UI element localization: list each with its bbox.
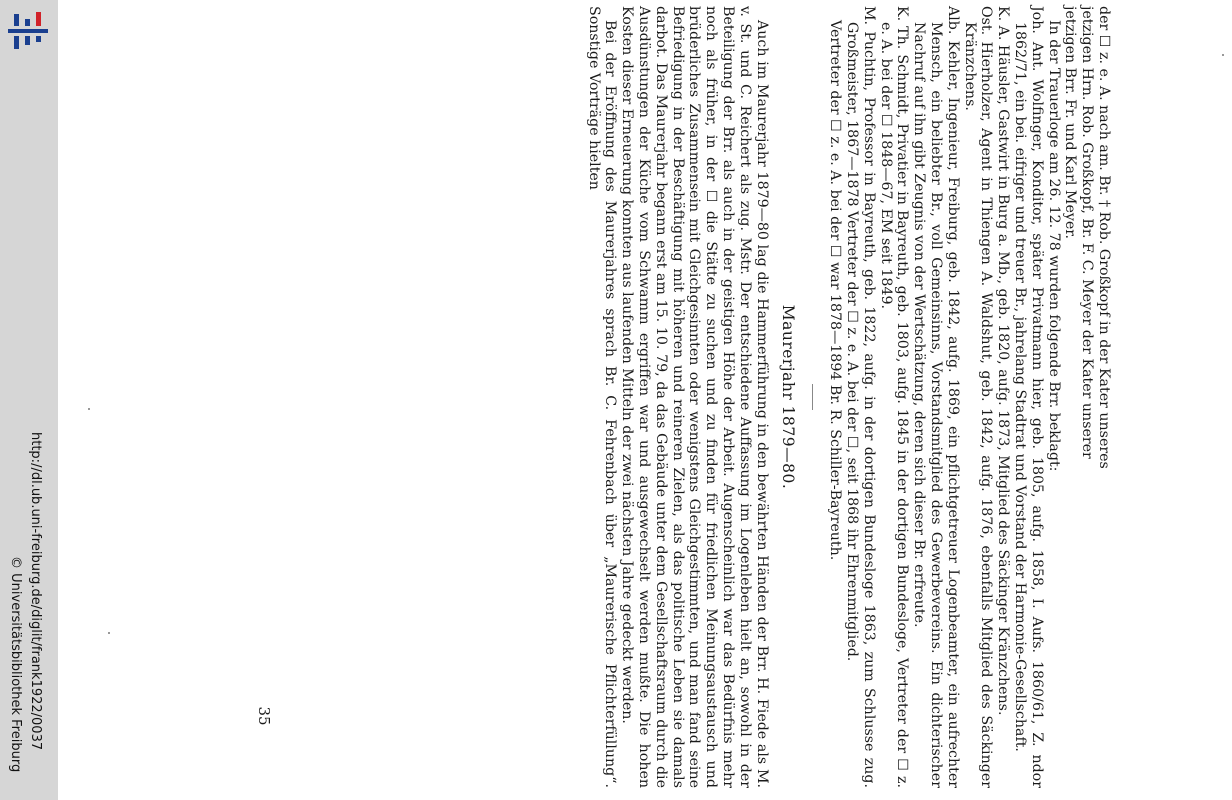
obituary-entry: M. Puchtin, Professor in Bayreuth, geb. 1822, aufg. in der dortigen Bundesloge 1863, zum Schlusse zug. Großmeister, 1867—1878 Vertreter der ☐ z. e. A. bei der ☐, seit 1868 ihr Ehrenmitglied. — [844, 6, 877, 788]
document-text — [242, 6, 1112, 788]
text-line: der ☐ z. e. A. nach am. Br. † Rob. Großkopf in der Kater unseres — [1096, 6, 1112, 469]
body-paragraph: Bei der Eröffnung des Maurerjahres sprach Br. C. Fehrenbach über „Maurerische Pflichterfüllung“. Sonstige Vorträge hielten — [585, 6, 619, 788]
obituary-entry: Ost. Hierholzer, Agent in Thiengen A. Waldshut, geb. 1842, aufg. 1876, ebenfalls Mitglied des Säckinger Kränzchens. — [961, 6, 995, 788]
text-line: jetzigen Brr. Fr. und Karl Meyer. — [1062, 6, 1079, 239]
obituary-entry: Joh. Ant. Wolfinger, Konditor, später Privatmann hier, geb. 1805, aufg. 1858, I. Aufs. 1860/61, Z. ndor 1862/71, ein bei. eifriger und treuer Br., jahrelang Stadtrat und Vorstand der Harmonie-Gesellschaft. — [1012, 6, 1045, 788]
sidebar — [0, 0, 58, 800]
scan-speck — [1222, 54, 1224, 56]
document-url-link[interactable]: http://dl.ub.uni-freiburg.de/diglit/frank1922/0037 — [28, 432, 43, 751]
section-divider — [812, 384, 813, 410]
copyright-notice: © Universitätsbibliothek Freiburg — [8, 556, 23, 773]
obituary-entry: K. A. Häusler, Gastwirt in Burg a. Mb., geb. 1820, aufg. 1873, Mitglied des Säckinger Kränzchens. — [995, 6, 1012, 716]
text-line: jetzigen Hrn. Rob. Großkopf, Br. F. C. Meyer der Kater unserer — [1079, 6, 1096, 459]
body-paragraph: Auch im Maurerjahr 1879—80 lag die Hammerführung in den bewährten Händen der Brr. H. Fiede als M. v. St. und C. Reichert als zug. Mstr. Der entschiedene Auffassung im Logenleben hielt an, sowohl in der Beteiligung der Brr. als auch in der geistigen Höhe der Arbeit. Augenscheinlich war das Bedürfnis mehr noch als früher, in der ☐ die Stätte zu suchen und zu finden für friedlichen Meinungsaustausch und brüderliches Zusammensein mit Gleichgesinnten oder wenigstens Gleichgestimmten, und man fand seine Befriedigung in der Beschäftigung mit höheren und reineren Zielen, als das politische Leben sie damals darbot. Das Maurerjahr begann erst am 15. 10. 79, da das Gebäude unter dem Gesellschaftsraum durch die Ausdünstungen der Küche vom Schwamm ergriffen war und ausgewechselt werden mußte. Die hohen Kosten dieser Erneuerung konnten aus laufenden Mitteln der zwei nächsten Jahre gedeckt werden. — [619, 6, 770, 788]
vertreter-line: Vertreter der ☐ z. e. A. bei der ☐ war 1878—1894 Br. R. Schiller-Bayreuth. — [827, 20, 844, 561]
ub-freiburg-logo-icon[interactable] — [6, 10, 50, 52]
page-number: 35 — [255, 706, 273, 726]
trauerloge-intro: In der Trauerloge am 26. 12. 78 wurden folgende Brr. beklagt: — [1045, 20, 1062, 472]
logo-graphic — [6, 10, 50, 52]
scanned-page — [60, 0, 1232, 800]
scan-speck — [108, 632, 110, 634]
obituary-entry: K. Th. Schmidt, Privatier in Bayreuth, geb. 1803, aufg. 1845 in der dortigen Bundesloge, Vertreter der ☐ z. e. A. bei der ☐ 1848—67, EM seit 1849. — [877, 6, 911, 788]
scan-speck — [88, 408, 90, 410]
section-title: Maurerjahr 1879—80. — [779, 304, 798, 490]
obituary-entry: Alb. Kehler, Ingenieur, Freiburg, geb. 1842, aufg. 1869, ein pflichtgetreuer Logenbeamter, ein aufrechter Mensch, ein beliebter Br., voll Gemeinsinns, Vorstandsmitglied des Gewerbevereins. Ein dichterischer Nachruf auf ihn gibt Zeugnis von der Wertschätzung, deren sich dieser Br. erfreute. — [911, 6, 961, 788]
